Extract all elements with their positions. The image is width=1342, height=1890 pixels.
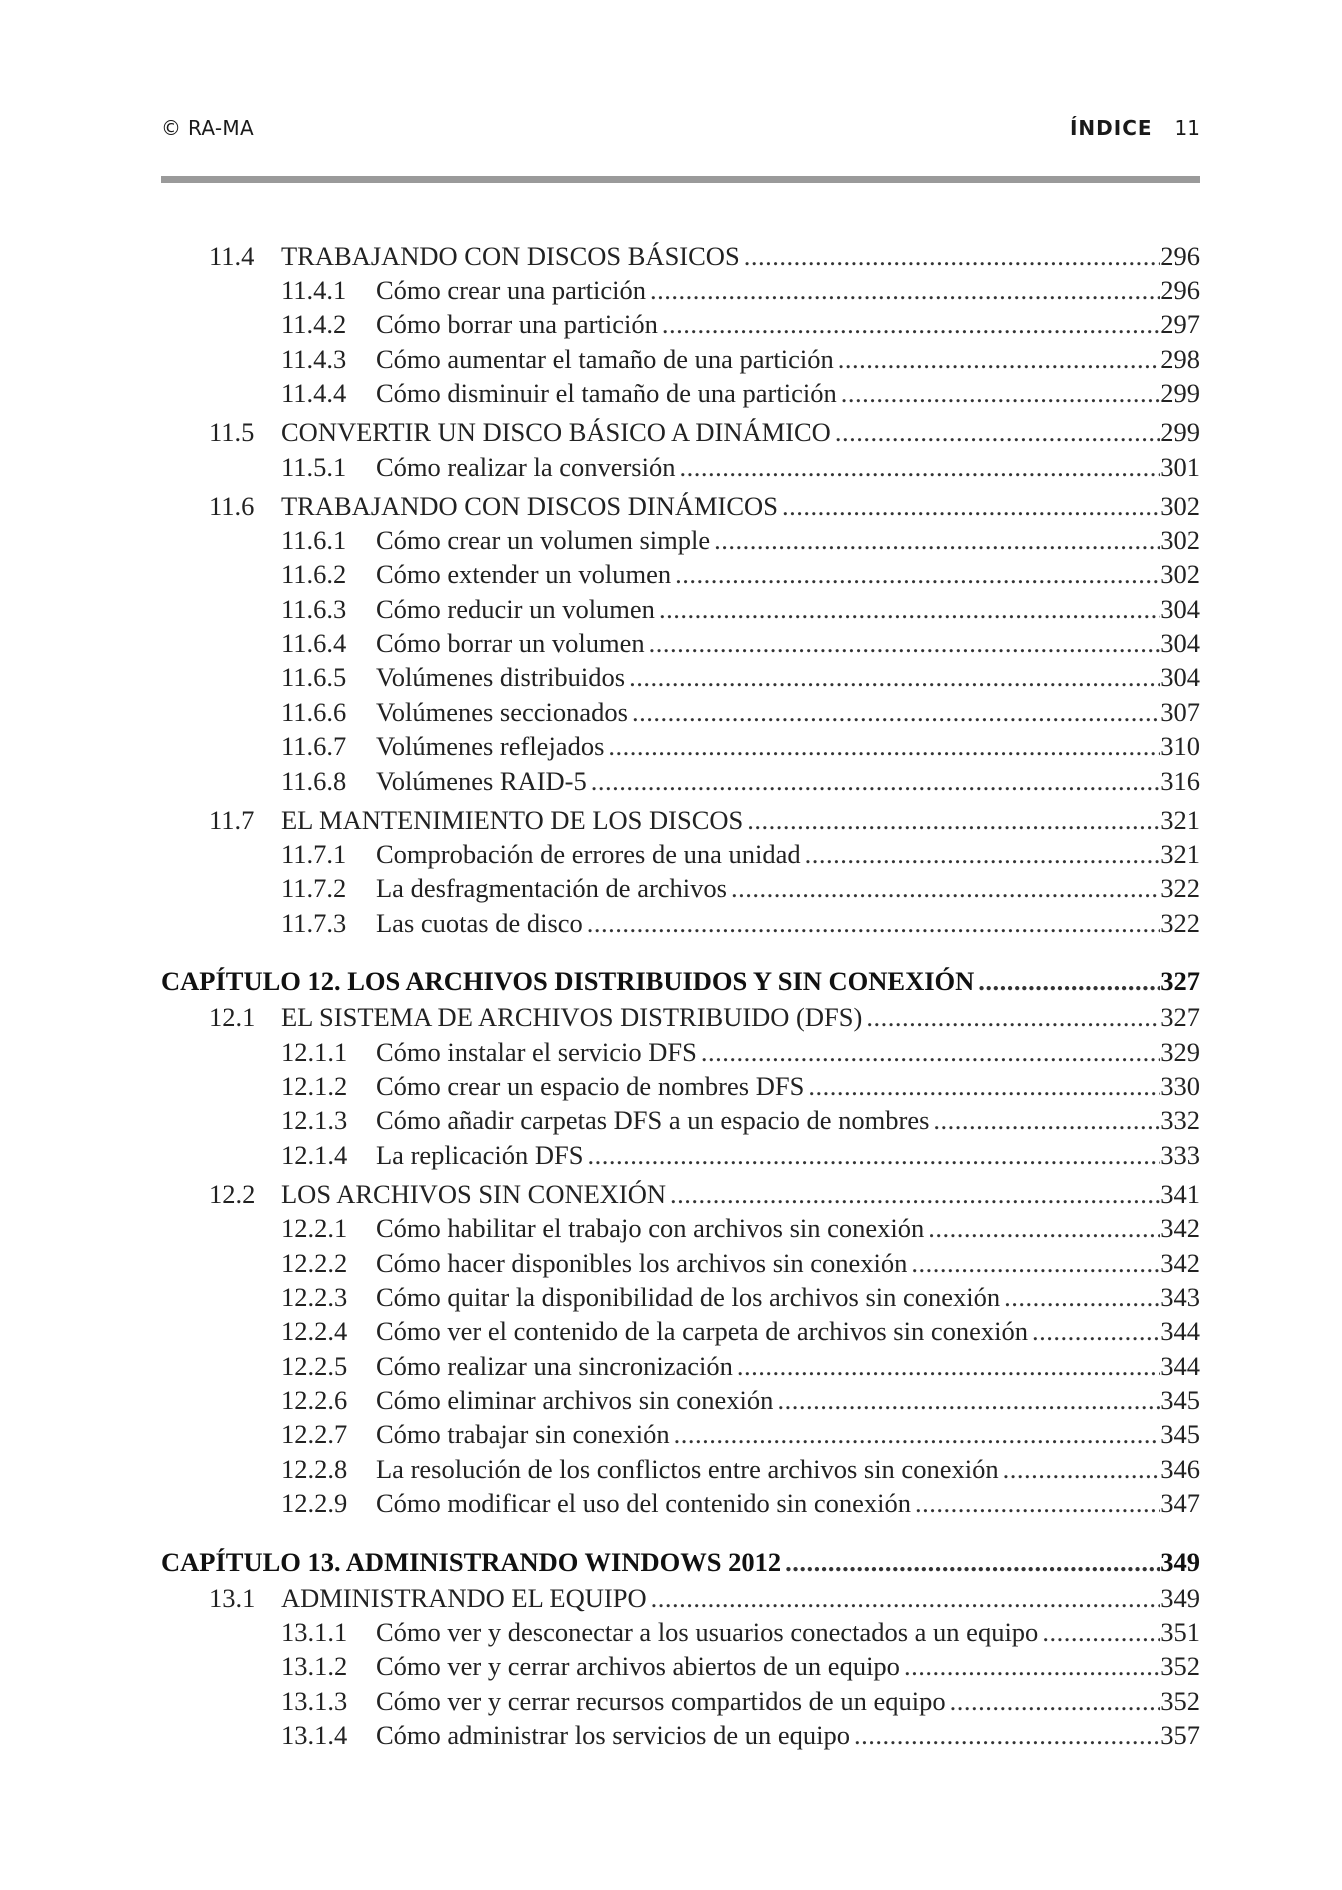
dot-leader — [604, 729, 1160, 763]
index-label: ÍNDICE — [1069, 116, 1153, 140]
toc-entry-section — [161, 1581, 1200, 1615]
toc-entry-sub — [161, 1138, 1200, 1172]
toc-entry-sub — [161, 1246, 1200, 1280]
toc-entry-sub — [161, 1649, 1200, 1683]
toc-entry-page: 299 — [1160, 378, 1200, 409]
toc-entry-number: 12.2.7 — [281, 1419, 348, 1450]
toc-entry-page: 342 — [1160, 1213, 1200, 1244]
toc-entry-number: 11.6.8 — [281, 765, 347, 796]
toc-entry-title: Cómo crear un espacio de nombres DFS — [376, 1070, 805, 1101]
toc-entry-title: La desfragmentación de archivos — [376, 873, 727, 904]
dot-leader — [583, 906, 1160, 940]
toc-entry-number: 12.2.9 — [281, 1488, 348, 1519]
header-right — [1070, 116, 1200, 140]
dot-leader — [924, 1211, 1160, 1245]
toc-entry-sub — [161, 1035, 1200, 1069]
toc-entry-title: CAPÍTULO 12. LOS ARCHIVOS DISTRIBUIDOS Y SIN CONEXIÓN — [161, 966, 975, 997]
toc-entry-title: Cómo instalar el servicio DFS — [376, 1036, 697, 1067]
toc-entry-chapter — [161, 962, 1200, 1000]
dot-leader — [900, 1649, 1160, 1683]
toc-entry-page: 329 — [1160, 1036, 1200, 1067]
toc-entry-sub — [161, 523, 1200, 557]
dot-leader — [727, 871, 1160, 905]
toc-entry-title: Volúmenes distribuidos — [376, 662, 626, 693]
toc-entry-title: Volúmenes reflejados — [376, 731, 605, 762]
dot-leader — [834, 342, 1161, 376]
toc-entry-title: La resolución de los conflictos entre archivos sin conexión — [376, 1453, 999, 1484]
toc-entry-page: 344 — [1160, 1350, 1200, 1381]
toc-entry-title: Cómo borrar un volumen — [376, 628, 645, 659]
toc-entry-number: 11.6.6 — [281, 696, 347, 727]
toc-entry-page: 357 — [1160, 1720, 1200, 1751]
toc-entry-title: CAPÍTULO 13. ADMINISTRANDO WINDOWS 2012 — [161, 1546, 782, 1577]
toc-entry-title: Cómo ver y cerrar archivos abiertos de un equipo — [376, 1651, 900, 1682]
toc-entry-title: La replicación DFS — [376, 1139, 584, 1170]
toc-entry-title: TRABAJANDO CON DISCOS BÁSICOS — [281, 240, 740, 271]
toc-entry-sub — [161, 837, 1200, 871]
toc-entry-number: 12.1 — [209, 1002, 256, 1033]
dot-leader — [778, 489, 1160, 523]
toc-entry-section — [161, 1177, 1200, 1211]
toc-entry-section — [161, 803, 1200, 837]
toc-entry-sub — [161, 376, 1200, 410]
toc-entry-page: 341 — [1160, 1178, 1200, 1209]
dot-leader — [628, 695, 1160, 729]
dot-leader — [850, 1718, 1160, 1752]
toc-entry-page: 352 — [1160, 1685, 1200, 1716]
toc-entry-sub — [161, 1103, 1200, 1137]
toc-entry-page: 342 — [1160, 1247, 1200, 1278]
toc-entry-page: 301 — [1160, 451, 1200, 482]
dot-leader — [1000, 1280, 1160, 1314]
dot-leader — [647, 1581, 1161, 1615]
toc-entry-sub — [161, 1069, 1200, 1103]
dot-leader — [666, 1177, 1160, 1211]
toc-entry-sub — [161, 1211, 1200, 1245]
toc-entry-number: 11.4.3 — [281, 343, 347, 374]
toc-entry-page: 304 — [1160, 593, 1200, 624]
toc-entry-number: 11.7.3 — [281, 907, 347, 938]
toc-entry-sub — [161, 906, 1200, 940]
dot-leader — [733, 1349, 1160, 1383]
toc-entry-number: 12.2 — [209, 1178, 256, 1209]
toc-entry-title: Las cuotas de disco — [376, 907, 583, 938]
toc-entry-sub — [161, 660, 1200, 694]
dot-leader — [670, 1417, 1161, 1451]
toc-entry-page: 327 — [1160, 966, 1200, 997]
table-of-contents — [161, 234, 1200, 1753]
toc-entry-title: Comprobación de errores de una unidad — [376, 839, 801, 870]
toc-entry-sub — [161, 729, 1200, 763]
toc-entry-title: Cómo reducir un volumen — [376, 593, 655, 624]
dot-leader — [645, 626, 1161, 660]
toc-entry-page: 332 — [1160, 1105, 1200, 1136]
toc-entry-page: 307 — [1160, 696, 1200, 727]
toc-entry-number: 13.1 — [209, 1582, 256, 1613]
toc-entry-title: EL SISTEMA DE ARCHIVOS DISTRIBUIDO (DFS) — [281, 1002, 863, 1033]
toc-entry-title: Cómo aumentar el tamaño de una partición — [376, 343, 834, 374]
toc-entry-title: Cómo eliminar archivos sin conexión — [376, 1385, 774, 1416]
dot-leader — [655, 592, 1160, 626]
toc-entry-number: 12.2.3 — [281, 1281, 348, 1312]
dot-leader — [658, 307, 1160, 341]
toc-entry-page: 302 — [1160, 490, 1200, 521]
toc-entry-number: 13.1.3 — [281, 1685, 348, 1716]
toc-entry-sub — [161, 1452, 1200, 1486]
toc-entry-title: Cómo ver y desconectar a los usuarios conectados a un equipo — [376, 1617, 1039, 1648]
page-header — [161, 116, 1200, 150]
toc-entry-sub — [161, 871, 1200, 905]
dot-leader — [625, 660, 1160, 694]
toc-entry-page: 333 — [1160, 1139, 1200, 1170]
toc-entry-page: 299 — [1160, 417, 1200, 448]
toc-entry-page: 304 — [1160, 628, 1200, 659]
toc-entry-page: 321 — [1160, 804, 1200, 835]
toc-entry-number: 11.6.4 — [281, 628, 347, 659]
toc-entry-title: ADMINISTRANDO EL EQUIPO — [281, 1582, 647, 1613]
toc-entry-section — [161, 1000, 1200, 1034]
toc-entry-page: 327 — [1160, 1002, 1200, 1033]
dot-leader — [743, 803, 1160, 837]
toc-entry-number: 13.1.4 — [281, 1720, 348, 1751]
page-number: 11 — [1174, 116, 1200, 140]
toc-entry-sub — [161, 1417, 1200, 1451]
toc-entry-title: Cómo trabajar sin conexión — [376, 1419, 670, 1450]
dot-leader — [1038, 1615, 1160, 1649]
toc-entry-page: 296 — [1160, 240, 1200, 271]
dot-leader — [710, 523, 1160, 557]
toc-entry-sub — [161, 1486, 1200, 1520]
dot-leader — [974, 962, 1160, 1000]
toc-entry-sub — [161, 764, 1200, 798]
dot-leader — [801, 837, 1161, 871]
toc-entry-page: 346 — [1160, 1453, 1200, 1484]
toc-entry-page: 297 — [1160, 309, 1200, 340]
toc-entry-page: 316 — [1160, 765, 1200, 796]
toc-entry-number: 13.1.2 — [281, 1651, 348, 1682]
dot-leader — [929, 1103, 1160, 1137]
toc-entry-page: 304 — [1160, 662, 1200, 693]
dot-leader — [646, 273, 1160, 307]
toc-entry-page: 321 — [1160, 839, 1200, 870]
toc-entry-title: Cómo administrar los servicios de un equipo — [376, 1720, 850, 1751]
toc-entry-title: Cómo ver el contenido de la carpeta de archivos sin conexión — [376, 1316, 1028, 1347]
toc-entry-title: LOS ARCHIVOS SIN CONEXIÓN — [281, 1178, 667, 1209]
toc-entry-sub — [161, 626, 1200, 660]
dot-leader — [773, 1383, 1160, 1417]
dot-leader — [837, 376, 1161, 410]
toc-entry-number: 12.2.2 — [281, 1247, 348, 1278]
toc-entry-number: 12.1.1 — [281, 1036, 348, 1067]
toc-entry-number: 11.4.2 — [281, 309, 347, 340]
toc-entry-page: 322 — [1160, 873, 1200, 904]
toc-entry-page: 349 — [1160, 1582, 1200, 1613]
toc-entry-number: 12.2.5 — [281, 1350, 348, 1381]
toc-entry-number: 11.7.2 — [281, 873, 347, 904]
toc-entry-sub — [161, 1718, 1200, 1752]
toc-entry-page: 344 — [1160, 1316, 1200, 1347]
toc-entry-title: CONVERTIR UN DISCO BÁSICO A DINÁMICO — [281, 417, 831, 448]
toc-entry-page: 345 — [1160, 1385, 1200, 1416]
header-rule — [161, 176, 1200, 183]
dot-leader — [584, 1138, 1161, 1172]
dot-leader — [831, 415, 1160, 449]
toc-entry-number: 12.2.1 — [281, 1213, 348, 1244]
toc-entry-number: 13.1.1 — [281, 1617, 348, 1648]
toc-entry-page: 298 — [1160, 343, 1200, 374]
dot-leader — [781, 1543, 1160, 1581]
toc-entry-title: Volúmenes seccionados — [376, 696, 628, 727]
toc-entry-number: 11.5 — [209, 417, 255, 448]
toc-entry-title: Cómo realizar la conversión — [376, 451, 676, 482]
dot-leader — [804, 1069, 1160, 1103]
toc-entry-sub — [161, 307, 1200, 341]
toc-entry-sub — [161, 1615, 1200, 1649]
dot-leader — [862, 1000, 1160, 1034]
toc-entry-title: Cómo añadir carpetas DFS a un espacio de nombres — [376, 1105, 930, 1136]
toc-entry-page: 349 — [1160, 1546, 1200, 1577]
toc-entry-page: 310 — [1160, 731, 1200, 762]
toc-entry-title: Volúmenes RAID-5 — [376, 765, 587, 796]
dot-leader — [911, 1486, 1160, 1520]
toc-entry-sub — [161, 273, 1200, 307]
toc-entry-number: 11.7.1 — [281, 839, 347, 870]
toc-entry-sub — [161, 592, 1200, 626]
toc-entry-sub — [161, 342, 1200, 376]
dot-leader — [999, 1452, 1161, 1486]
toc-entry-title: Cómo modificar el uso del contenido sin conexión — [376, 1488, 912, 1519]
toc-entry-number: 12.2.6 — [281, 1385, 348, 1416]
toc-entry-page: 330 — [1160, 1070, 1200, 1101]
dot-leader — [587, 764, 1160, 798]
toc-entry-number: 12.1.2 — [281, 1070, 348, 1101]
toc-entry-number: 11.6.2 — [281, 559, 347, 590]
toc-entry-number: 11.6.3 — [281, 593, 347, 624]
dot-leader — [946, 1684, 1161, 1718]
toc-entry-page: 322 — [1160, 907, 1200, 938]
toc-entry-sub — [161, 1383, 1200, 1417]
toc-entry-page: 302 — [1160, 524, 1200, 555]
toc-entry-page: 302 — [1160, 559, 1200, 590]
dot-leader — [697, 1035, 1160, 1069]
toc-entry-section — [161, 415, 1200, 449]
toc-entry-page: 345 — [1160, 1419, 1200, 1450]
toc-entry-page: 296 — [1160, 274, 1200, 305]
toc-entry-sub — [161, 557, 1200, 591]
dot-leader — [740, 239, 1161, 273]
toc-entry-page: 347 — [1160, 1488, 1200, 1519]
toc-entry-title: Cómo hacer disponibles los archivos sin conexión — [376, 1247, 908, 1278]
toc-entry-number: 12.1.3 — [281, 1105, 348, 1136]
dot-leader — [1028, 1314, 1160, 1348]
toc-entry-section — [161, 489, 1200, 523]
toc-entry-number: 11.4.1 — [281, 274, 347, 305]
toc-entry-number: 11.6.1 — [281, 524, 347, 555]
toc-entry-number: 12.2.8 — [281, 1453, 348, 1484]
toc-entry-section — [161, 239, 1200, 273]
toc-entry-number: 11.6.5 — [281, 662, 347, 693]
toc-entry-sub — [161, 1684, 1200, 1718]
toc-entry-title: Cómo habilitar el trabajo con archivos sin conexión — [376, 1213, 925, 1244]
toc-entry-sub — [161, 1314, 1200, 1348]
toc-entry-title: Cómo ver y cerrar recursos compartidos de un equipo — [376, 1685, 946, 1716]
toc-entry-number: 11.6 — [209, 490, 255, 521]
toc-entry-page: 343 — [1160, 1281, 1200, 1312]
toc-entry-number: 12.1.4 — [281, 1139, 348, 1170]
toc-entry-number: 11.6.7 — [281, 731, 347, 762]
toc-entry-number: 12.2.4 — [281, 1316, 348, 1347]
toc-entry-title: Cómo extender un volumen — [376, 559, 672, 590]
toc-entry-title: Cómo crear un volumen simple — [376, 524, 711, 555]
dot-leader — [907, 1246, 1160, 1280]
toc-entry-number: 11.5.1 — [281, 451, 347, 482]
toc-entry-sub — [161, 450, 1200, 484]
toc-entry-chapter — [161, 1543, 1200, 1581]
dot-leader — [675, 450, 1160, 484]
toc-entry-number: 11.4.4 — [281, 378, 347, 409]
toc-entry-title: Cómo quitar la disponibilidad de los archivos sin conexión — [376, 1281, 1001, 1312]
toc-entry-sub — [161, 695, 1200, 729]
toc-entry-title: Cómo realizar una sincronización — [376, 1350, 733, 1381]
dot-leader — [671, 557, 1160, 591]
toc-entry-sub — [161, 1280, 1200, 1314]
toc-entry-page: 351 — [1160, 1617, 1200, 1648]
publisher-copyright: © RA-MA — [161, 116, 254, 140]
toc-entry-title: Cómo disminuir el tamaño de una partición — [376, 378, 837, 409]
toc-entry-title: Cómo crear una partición — [376, 274, 647, 305]
toc-entry-title: TRABAJANDO CON DISCOS DINÁMICOS — [281, 490, 778, 521]
toc-entry-number: 11.4 — [209, 240, 255, 271]
toc-entry-sub — [161, 1349, 1200, 1383]
toc-entry-page: 352 — [1160, 1651, 1200, 1682]
toc-entry-title: EL MANTENIMIENTO DE LOS DISCOS — [281, 804, 744, 835]
toc-entry-title: Cómo borrar una partición — [376, 309, 658, 340]
toc-entry-number: 11.7 — [209, 804, 255, 835]
